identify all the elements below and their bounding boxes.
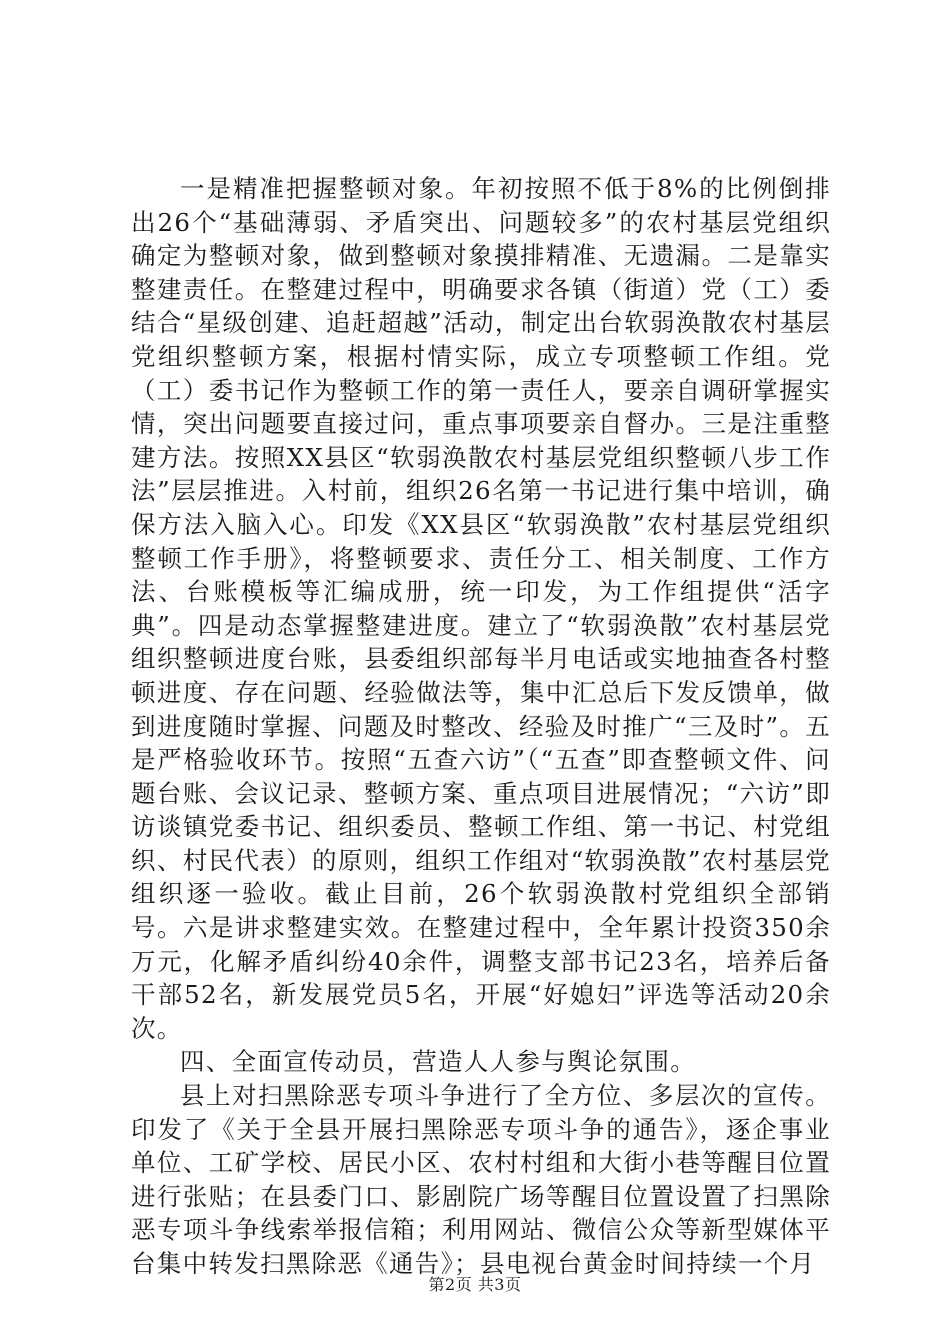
page-number-footer: 第2页 共3页 — [428, 1275, 522, 1294]
section-heading-publicity: 四、全面宣传动员，营造人人参与舆论氛围。 — [180, 1047, 696, 1077]
paragraph-rectification-measures: 一是精准把握整顿对象。年初按照不低于8%的比例倒排出26个“基础薄弱、矛盾突出、问题较多”的农村基层党组织确定为整顿对象，做到整顿对象摸排精准、无遗漏。二是靠实整建责任。在整建过程中，明确要求各镇（街道）党（工）委结合“星级创建、追赶超越”活动，制定出台软弱涣散农村基层党组织整顿方案，根据村情实际，成立专项整顿工作组。党（工）委书记作为整顿工作的第一责任人，要亲自调研掌握实情，突出问题要直接过问，重点事项要亲自督办。三是注重整建方法。按照XX县区“软弱涣散农村基层党组织整顿八步工作法”层层推进。入村前，组织26名第一书记进行集中培训，确保方法入脑入心。印发《XX县区“软弱涣散”农村基层党组织整顿工作手册》，将整顿要求、责任分工、相关制度、工作方法、台账模板等汇编成册，统一印发，为工作组提供“活字典”。四是动态掌握整建进度。建立了“软弱涣散”农村基层党组织整顿进度台账，县委组织部每半月电话或实地抽查各村整顿进度、存在问题、经验做法等，集中汇总后下发反馈单，做到进度随时掌握、问题及时整改、经验及时推广“三及时”。五是严格验收环节。按照“五查六访”（“五查”即查整顿文件、问题台账、会议记录、整顿方案、重点项目进展情况；“六访”即访谈镇党委书记、组织委员、整顿工作组、第一书记、村党组织、村民代表）的原则，组织工作组对“软弱涣散”农村基层党组织逐一验收。截止目前，26个软弱涣散村党组织全部销号。六是讲求整建实效。在整建过程中，全年累计投资350余万元，化解矛盾纠纷40余件，调整支部书记23名，培养后备干部52名，新发展党员5名，开展“好媳妇”评选等活动20余次。 — [131, 174, 831, 1043]
paragraph-publicity: 县上对扫黑除恶专项斗争进行了全方位、多层次的宣传。印发了《关于全县开展扫黑除恶专项斗争的通告》，逐企事业单位、工矿学校、居民小区、农村村组和大街小巷等醒目位置进行张贴；在县委门口、影剧院广场等醒目位置设置了扫黑除恶专项斗争线索举报信箱；利用网站、微信公众等新型媒体平台集中转发扫黑除恶《通告》；县电视台黄金时间持续一个月 — [131, 1081, 831, 1278]
document-body — [131, 172, 831, 1281]
